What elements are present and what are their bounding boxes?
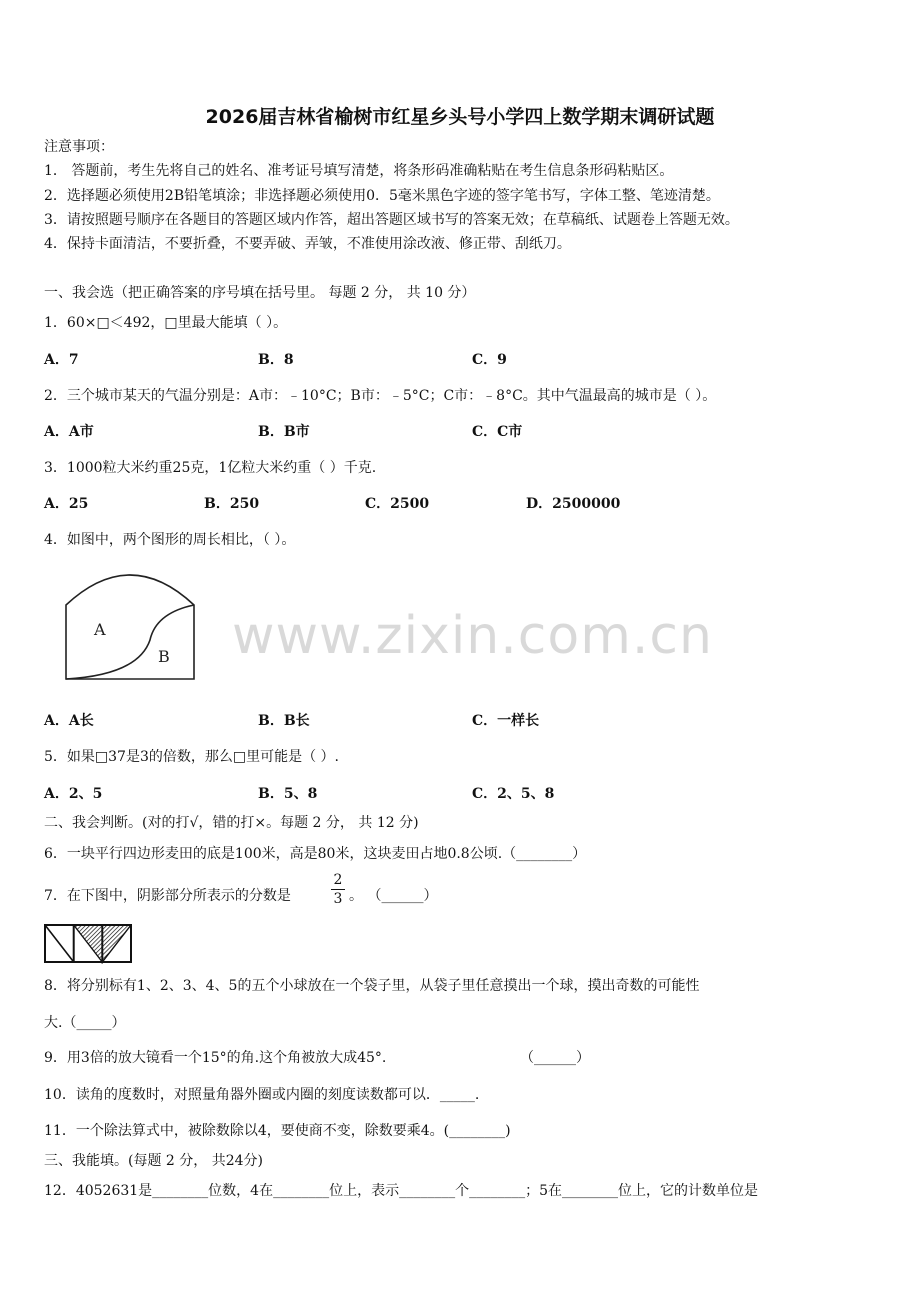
notice-item: 2．选择题必须使用2B铅笔填涂；非选择题必须使用0．5毫米黑色字迹的签字笔书写，字体工整、笔迹清楚。	[44, 188, 720, 204]
question-8: 8．将分别标有1、2、3、4、5的五个小球放在一个袋子里，从袋子里任意摸出一个球，摸出奇数的可能性	[44, 978, 700, 994]
region-a-label: A	[94, 620, 106, 639]
question-12: 12．4052631是________位数，4在________位上，表示________个________；5在________位上，它的计数单位是	[44, 1183, 758, 1199]
notice-item: 4．保持卡面清洁，不要折叠，不要弄破、弄皱，不准使用涂改液、修正带、刮纸刀。	[44, 236, 571, 252]
option-b: B．250	[204, 496, 260, 512]
option-a: A．25	[44, 496, 89, 512]
notice-item: 3．请按照题号顺序在各题目的答题区域内作答，超出答题区域书写的答案无效；在草稿纸、试题卷上答题无效。	[44, 212, 739, 228]
question-6: 6．一块平行四边形麦田的底是100米，高是80米，这块麦田占地0.8公顷.（________）	[44, 846, 587, 862]
option-a: A．2、5	[44, 786, 103, 802]
question-7: 7．在下图中，阴影部分所表示的分数是	[44, 888, 291, 904]
question-4: 4．如图中，两个图形的周长相比，（ ）。	[44, 532, 296, 548]
section-heading-fill: 三、我能填。(每题 2 分， 共24分)	[44, 1153, 263, 1169]
notice-heading: 注意事项：	[44, 139, 114, 155]
question-9: 9．用3倍的放大镜看一个15°的角.这个角被放大成45°.	[44, 1050, 387, 1066]
page-title: 2026届吉林省榆树市红星乡头号小学四上数学期末调研试题	[205, 106, 715, 128]
question-8-continued: 大.（_____）	[44, 1015, 126, 1031]
section-heading-choice: 一、我会选（把正确答案的序号填在括号里。 每题 2 分， 共 10 分）	[44, 285, 476, 301]
section-heading-judge: 二、我会判断。(对的打√，错的打×。每题 2 分， 共 12 分)	[44, 815, 419, 831]
option-d: D．2500000	[526, 496, 621, 512]
question-3: 3．1000粒大米约重25克，1亿粒大米约重（ ）千克.	[44, 460, 377, 476]
shaded-rectangles-figure	[44, 924, 132, 964]
question-11: 11．一个除法算式中，被除数除以4，要使商不变，除数要乘4。(________)	[44, 1123, 511, 1139]
question-7-blank: 。 （______）	[349, 888, 438, 904]
fraction	[331, 872, 345, 907]
option-a: A．A长	[44, 713, 94, 729]
option-c: C．2500	[365, 496, 430, 512]
question-5: 5．如果□37是3的倍数，那么□里可能是（ ）.	[44, 749, 339, 765]
question-10: 10．读角的度数时，对照量角器外圈或内圈的刻度读数都可以．_____.	[44, 1087, 480, 1103]
question-1: 1．60×□＜492，□里最大能填（ ）。	[44, 315, 288, 331]
option-b: B．B市	[258, 424, 310, 440]
watermark: www.zixin.com.cn	[232, 606, 713, 666]
notice-item: 1． 答题前，考生先将自己的姓名、准考证号填写清楚，将条形码准确粘贴在考生信息条形码粘贴区。	[44, 163, 674, 179]
fraction-numerator: 2	[333, 872, 343, 888]
option-a: A．7	[44, 352, 79, 368]
perimeter-figure	[60, 565, 200, 685]
option-c: C．9	[472, 352, 507, 368]
option-c: C．一样长	[472, 713, 540, 729]
question-2: 2．三个城市某天的气温分别是：A市：﹣10°C；B市：﹣5°C；C市：﹣8°C。其中气温最高的城市是（ ）。	[44, 388, 717, 404]
option-c: C．C市	[472, 424, 523, 440]
fraction-denominator: 3	[333, 891, 343, 907]
region-b-label: B	[158, 647, 170, 666]
option-b: B．B长	[258, 713, 310, 729]
option-b: B．8	[258, 352, 294, 368]
fraction-bar	[331, 889, 345, 890]
option-c: C．2、5、8	[472, 786, 555, 802]
question-9-blank: （______）	[520, 1050, 590, 1066]
option-b: B．5、8	[258, 786, 318, 802]
option-a: A．A市	[44, 424, 94, 440]
